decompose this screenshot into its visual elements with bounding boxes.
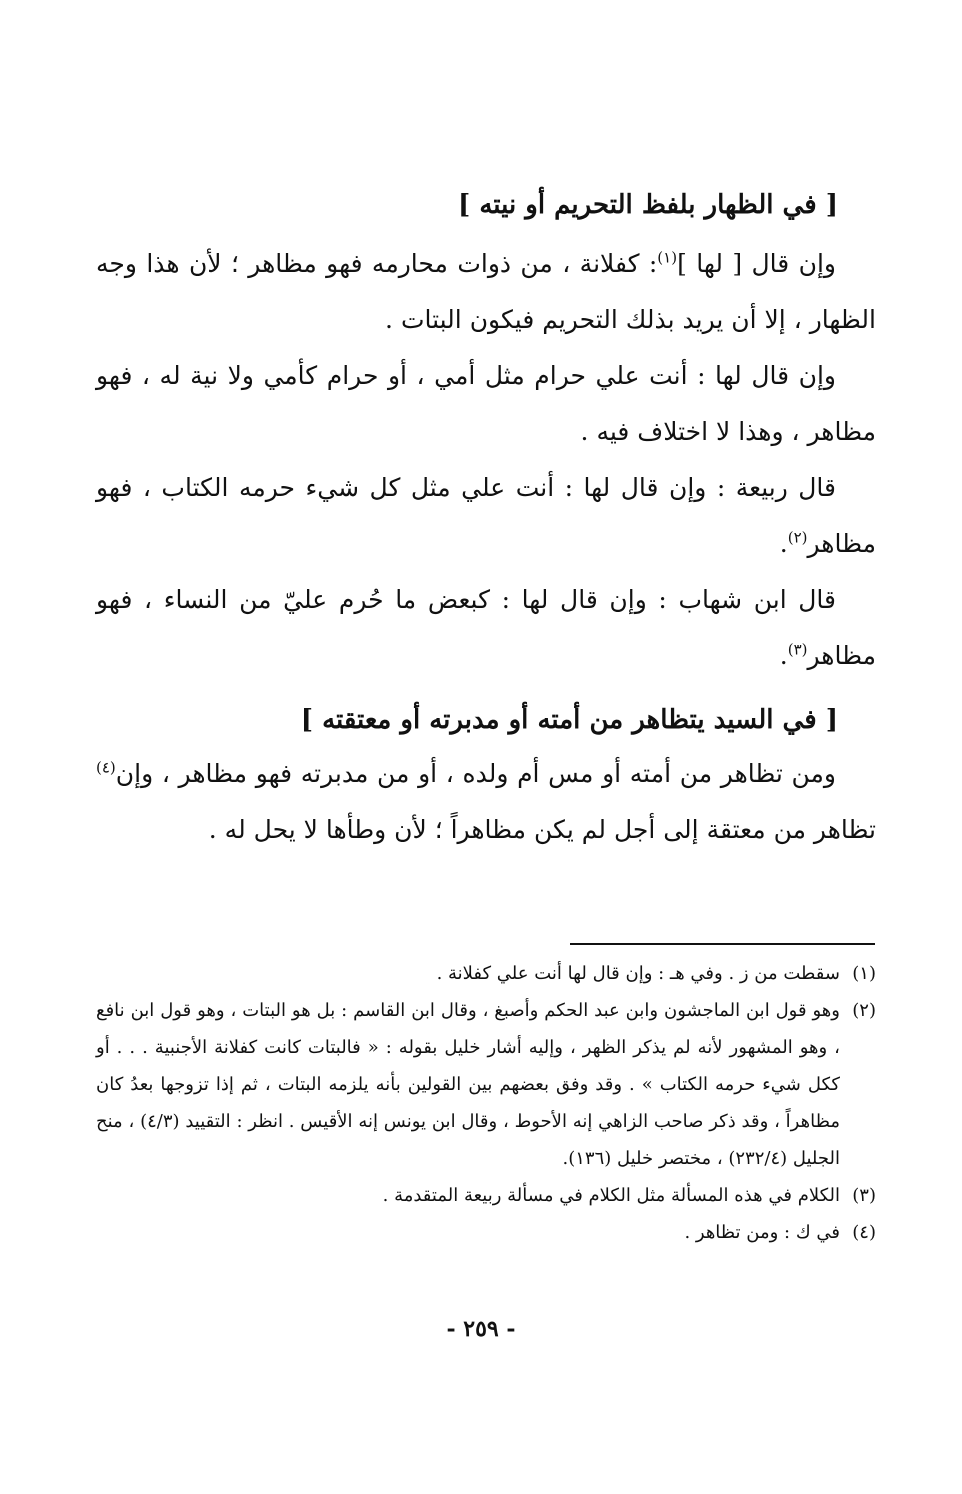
paragraph-3-text-b: . [779,529,788,558]
paragraph-4 [96,572,876,684]
paragraph-3 [96,460,876,572]
footnote-3-number: (٣) [852,1185,876,1206]
paragraph-5-text-a: ومن تظاهر من أمته أو مس أم ولده ، أو من مدبرته فهو مظاهر ، وإن [115,759,836,788]
footnote-separator-rule [570,943,875,945]
section-heading-zihar-tahrim: [ في الظهار بلفظ التحريم أو نيته ] [458,190,838,220]
footnote-2-number: (٢) [852,1000,876,1021]
main-text-section-2 [96,746,876,858]
footnote-1-number: (١) [852,963,876,984]
paragraph-3-text-a: قال ربيعة : وإن قال لها : أنت علي مثل كل شيء حرمه الكتاب ، فهو مظاهر [96,473,876,558]
footnote-1 [96,955,876,992]
footnote-2 [96,992,876,1177]
page-number: - ٢٥٩ - [446,1316,516,1342]
footnote-ref-2[interactable]: (٢) [787,528,808,547]
paragraph-4-text-b: . [779,641,788,670]
paragraph-1 [96,236,876,348]
footnotes-section [96,955,876,1251]
paragraph-1-text-b: : كفلانة ، من ذوات محارمه فهو مظاهر ؛ لأن هذا وجه الظهار ، إلا أن يريد بذلك التحريم فيكون البتات . [96,249,876,334]
footnote-3-text: الكلام في هذه المسألة مثل الكلام في مسألة ربيعة المتقدمة . [382,1185,840,1206]
footnote-4-number: (٤) [852,1222,876,1243]
paragraph-5-text-b: تظاهر من معتقة إلى أجل لم يكن مظاهراً ؛ لأن وطأها لا يحل له . [208,815,876,844]
footnote-ref-3[interactable]: (٣) [787,640,808,659]
footnote-4 [96,1214,876,1251]
footnote-4-text: في ك : ومن تظاهر . [684,1222,840,1243]
paragraph-5 [96,746,876,858]
section-heading-sayyid: [ في السيد يتظاهر من أمته أو مدبرته أو معتقته ] [300,705,838,735]
paragraph-1-text-a: وإن قال [ لها ] [677,249,836,278]
footnote-ref-4[interactable]: (٤) [96,758,116,777]
footnote-3 [96,1177,876,1214]
footnote-1-text: سقطت من ز . وفي هـ : وإن قال لها أنت علي كفلانة . [436,963,840,984]
paragraph-2: وإن قال لها : أنت علي حرام مثل أمي ، أو حرام كأمي ولا نية له ، فهو مظاهر ، وهذا لا اختلاف فيه . [96,361,876,446]
footnote-2-text: وهو قول ابن الماجشون وابن عبد الحكم وأصبغ ، وقال ابن القاسم : بل هو البتات ، وهو قول ابن نافع ، وهو المشهور لأنه لم يذكر الظهر ، وإليه أشار خليل بقوله : « فالبتات كانت كفلانة الأجنبية . . . أو ككل شيء حرمه الكتاب » . وقد وفق بعضهم بين القولين بأنه يلزمه البتات ، ثم إذا تزوجها بعدُ كان مظاهراً ، وقد ذكر صاحب الزاهي إنه الأحوط ، وقال ابن يونس إنه الأقيس . انظر : التقييد (٤/٣) ، منح الجليل (٢٣٢/٤) ، مختصر خليل (١٣٦). [96,1000,840,1169]
paragraph-4-text-a: قال ابن شهاب : وإن قال لها : كبعض ما حُرم عليّ من النساء ، فهو مظاهر [96,585,876,670]
main-text-section-1 [96,236,876,684]
footnote-ref-1[interactable]: (١) [657,248,678,267]
